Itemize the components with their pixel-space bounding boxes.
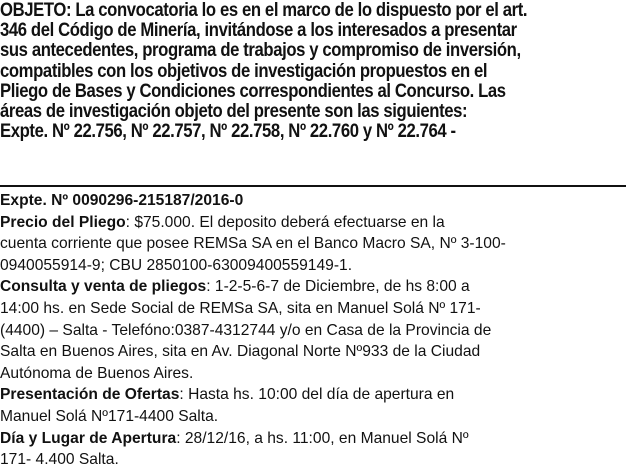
apertura-line-1 bbox=[0, 428, 626, 450]
presentacion-label: Presentación de Ofertas bbox=[0, 386, 180, 404]
presentacion-line-1 bbox=[0, 384, 626, 406]
consulta-label: Consulta y venta de pliegos bbox=[0, 278, 207, 296]
precio-line-1 bbox=[0, 212, 626, 234]
precio-text: : $75.000. El deposito deberá efectuarse en la bbox=[125, 213, 445, 231]
precio-label: Precio del Pliego bbox=[0, 213, 126, 231]
objeto-line: áreas de investigación objeto del presente son las siguientes: bbox=[0, 99, 468, 122]
objeto-line: 346 del Código de Minería, invitándose a los interesados a presentar bbox=[0, 19, 517, 42]
objeto-line: compatibles con los objetivos de investigación propuestos en el bbox=[0, 59, 488, 82]
apertura-label: Día y Lugar de Apertura bbox=[0, 429, 177, 447]
objeto-line: sus antecedentes, programa de trabajos y compromiso de inversión, bbox=[0, 39, 521, 62]
objeto-paragraph bbox=[0, 0, 626, 186]
objeto-line: Pliego de Bases y Condiciones correspondientes al Concurso. Las bbox=[0, 79, 506, 102]
precio-line-2: cuenta corriente que posee REMSa SA en el Banco Macro SA, Nº 3-100- bbox=[0, 235, 506, 253]
apertura-text: : 28/12/16, a hs. 11:00, en Manuel Solá Nº bbox=[176, 429, 469, 447]
consulta-line-3: (4400) – Salta - Telefóno:0387-4312744 y/o en Casa de la Provincia de bbox=[0, 321, 492, 339]
consulta-text: : 1-2-5-6-7 de Diciembre, de hs 8:00 a bbox=[206, 278, 470, 296]
details-block bbox=[0, 190, 626, 471]
objeto-line: OBJETO: La convocatoria lo es en el marco de lo dispuesto por el art. bbox=[0, 0, 528, 21]
expte-number: Expte. Nº 0090296-215187/2016-0 bbox=[0, 192, 244, 209]
consulta-line-1 bbox=[0, 276, 626, 298]
consulta-line-2: 14:00 hs. en Sede Social de REMSa SA, sita en Manuel Solá Nº 171- bbox=[0, 299, 481, 317]
presentacion-line-2: Manuel Solá Nº171-4400 Salta. bbox=[0, 407, 219, 425]
presentacion-text: : Hasta hs. 10:00 del día de apertura en bbox=[179, 386, 455, 404]
apertura-line-2: 171- 4.400 Salta. bbox=[0, 451, 119, 469]
precio-line-3: 0940055914-9; CBU 2850100-63009400559149-1. bbox=[0, 256, 353, 274]
consulta-line-5: Autónoma de Buenos Aires. bbox=[0, 364, 194, 382]
consulta-line-4: Salta en Buenos Aires, sita en Av. Diagonal Norte Nº933 de la Ciudad bbox=[0, 343, 481, 361]
objeto-line: Expte. Nº 22.756, Nº 22.757, Nº 22.758, Nº 22.760 y Nº 22.764 - bbox=[0, 120, 456, 143]
section-divider bbox=[0, 185, 626, 187]
